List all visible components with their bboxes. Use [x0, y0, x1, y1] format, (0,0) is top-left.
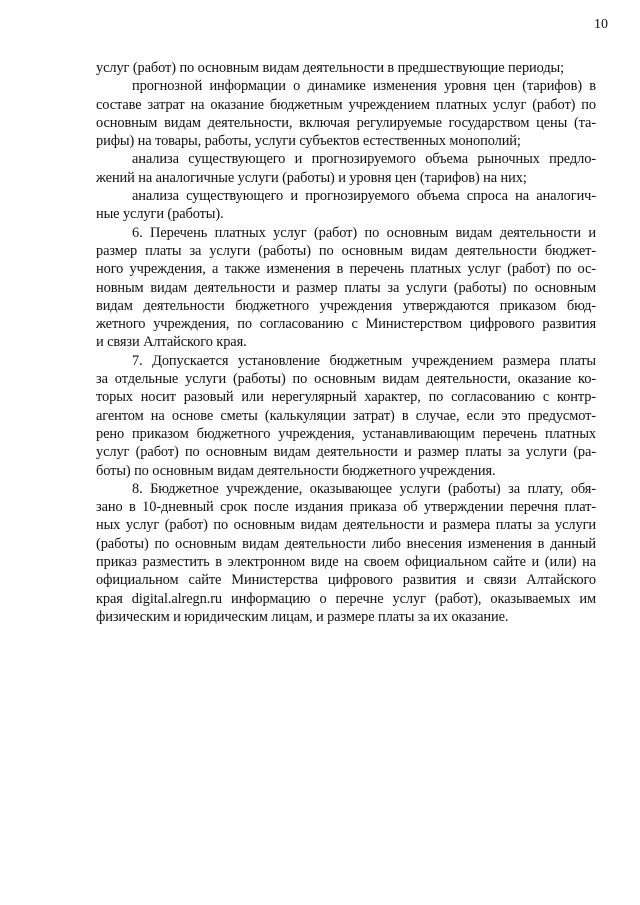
text-line: приказ разместить в электронном виде на своем официальном сайте и (или) на — [96, 554, 596, 571]
text-line: новным видам деятельности и размер платы за услуги (работы) по основным — [96, 279, 596, 296]
document-body — [96, 59, 596, 626]
text-line: зано в 10-дневный срок после издания приказа об утверждении перечня плат- — [96, 499, 596, 516]
paragraph — [96, 77, 596, 150]
text-line: официальном сайте Министерства цифрового развития и связи Алтайского — [96, 572, 596, 589]
paragraph — [96, 480, 596, 626]
text-line: ных услуг (работ) по основным видам деятельности и размера платы за услуги — [96, 517, 596, 534]
paragraph — [96, 352, 596, 480]
text-line: физическим и юридическим лицам, и размере платы за их оказание. — [96, 608, 509, 625]
text-line: жетного учреждения, по согласованию с Министерством цифрового развития — [96, 316, 596, 333]
text-line: 6. Перечень платных услуг (работ) по основным видам деятельности и — [132, 224, 596, 241]
text-line: рено приказом бюджетного учреждения, устанавливающим перечень платных — [96, 425, 596, 442]
paragraph — [96, 187, 596, 224]
text-line: агентом на основе сметы (калькуляции затрат) в случае, если это предусмот- — [96, 407, 596, 424]
text-line: и связи Алтайского края. — [96, 334, 247, 351]
text-line: (работы) по основным видам деятельности либо внесения изменения в данный — [96, 535, 596, 552]
text-line: размер платы за услуги (работы) по основным видам деятельности бюджет- — [96, 242, 596, 259]
text-line: ные услуги (работы). — [96, 206, 224, 223]
text-line: 8. Бюджетное учреждение, оказывающее услуги (работы) за плату, обя- — [132, 480, 596, 497]
text-line: услуг (работ) по основным видам деятельности и размер платы за услуги (ра- — [96, 444, 596, 461]
text-line: жений на аналогичные услуги (работы) и уровня цен (тарифов) на них; — [96, 169, 527, 186]
text-line: за отдельные услуги (работы) по основным видам деятельности, оказание ко- — [96, 371, 596, 388]
paragraph — [96, 150, 596, 187]
text-line: прогнозной информации о динамике изменения уровня цен (тарифов) в — [132, 78, 596, 95]
text-line: видам деятельности бюджетного учреждения утверждаются приказом бюд- — [96, 297, 596, 314]
paragraph — [96, 224, 596, 352]
text-line: ного учреждения, а также изменения в перечень платных услуг (работ) по ос- — [96, 261, 596, 278]
text-line: составе затрат на оказание бюджетным учреждением платных услуг (работ) по — [96, 96, 596, 113]
text-line: края digital.alregn.ru информацию о перечне услуг (работ), оказываемых им — [96, 590, 596, 607]
text-line: анализа существующего и прогнозируемого объема рыночных предло- — [132, 151, 596, 168]
text-line: боты) по основным видам деятельности бюджетного учреждения. — [96, 462, 496, 479]
paragraph — [96, 59, 596, 77]
page-number: 10 — [594, 17, 608, 32]
text-line: анализа существующего и прогнозируемого объема спроса на аналогич- — [132, 188, 596, 205]
text-line: основным видам деятельности, включая регулируемые государством цены (та- — [96, 114, 596, 131]
text-line: 7. Допускается установление бюджетным учреждением размера платы — [132, 352, 596, 369]
text-line: услуг (работ) по основным видам деятельности в предшествующие периоды; — [96, 60, 565, 76]
text-line: рифы) на товары, работы, услуги субъектов естественных монополий; — [96, 133, 521, 150]
text-line: торых носит разовый или нерегулярный характер, по согласованию с контр- — [96, 389, 596, 406]
